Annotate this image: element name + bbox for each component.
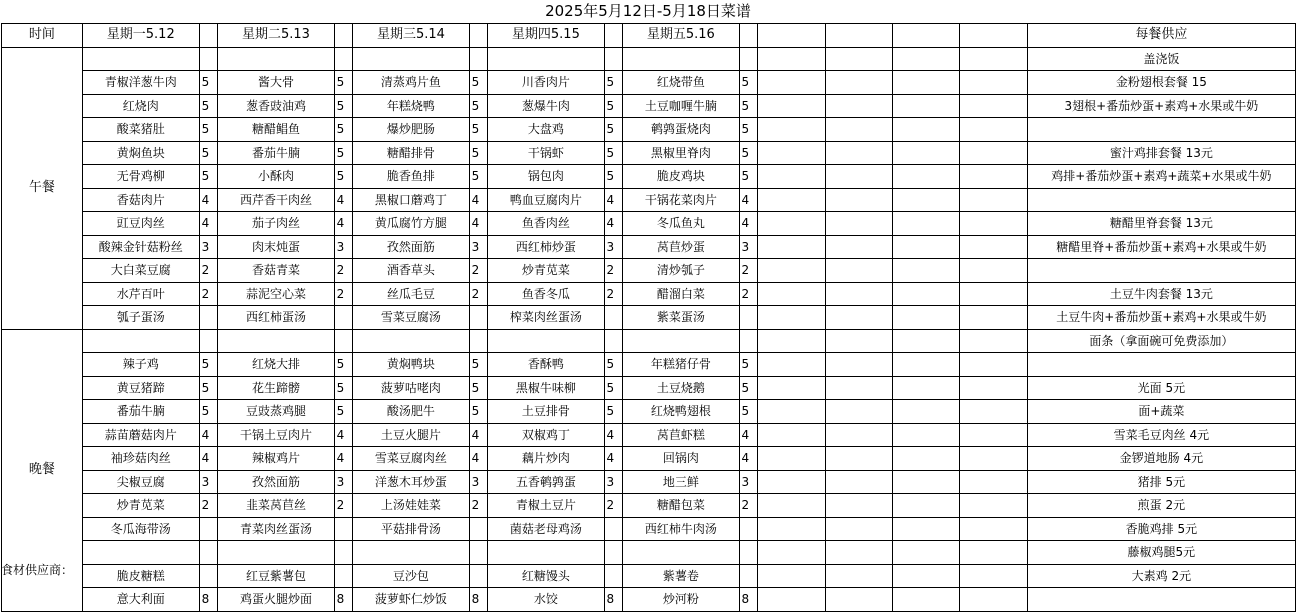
dish-price: 5 — [604, 118, 623, 142]
dish-name: 葱爆牛肉 — [488, 94, 604, 118]
menu-row — [2, 141, 1296, 165]
dish-name: 醋溜白菜 — [623, 282, 739, 306]
dish-price — [334, 517, 353, 541]
dish-price — [334, 306, 353, 330]
header-row — [2, 24, 1296, 48]
dish-name: 菠萝咕咾肉 — [353, 376, 469, 400]
dish-name: 紫菜蛋汤 — [623, 306, 739, 330]
dish-price: 2 — [334, 259, 353, 283]
supply-item: 金粉翅根套餐 15 — [1027, 71, 1295, 95]
dish-price: 5 — [604, 94, 623, 118]
menu-row — [2, 400, 1296, 424]
menu-row — [2, 353, 1296, 377]
menu-row — [2, 376, 1296, 400]
dish-name: 脆皮鸡块 — [623, 165, 739, 189]
dish-name: 小酥肉 — [218, 165, 334, 189]
dish-name: 大白菜豆腐 — [82, 259, 199, 283]
menu-row — [2, 541, 1296, 565]
menu-row — [2, 259, 1296, 283]
dinner-label: 晚餐 — [2, 329, 83, 611]
day-header: 星期四5.15 — [488, 24, 604, 48]
dish-name: 香酥鸭 — [488, 353, 604, 377]
dish-price: 5 — [739, 141, 758, 165]
dish-name: 鹌鹑蛋烧肉 — [623, 118, 739, 142]
dish-name — [353, 541, 469, 565]
menu-row — [2, 94, 1296, 118]
dish-name: 雪菜豆腐肉丝 — [353, 447, 469, 471]
dish-name: 青菜肉丝蛋汤 — [218, 517, 334, 541]
dish-price: 5 — [739, 353, 758, 377]
dish-price: 4 — [334, 212, 353, 236]
day-header: 星期二5.13 — [218, 24, 334, 48]
dish-name: 回锅肉 — [623, 447, 739, 471]
supply-item: 大素鸡 2元 — [1027, 564, 1295, 588]
dish-price: 5 — [469, 141, 488, 165]
dish-price: 8 — [739, 588, 758, 612]
supply-item: 面+蔬菜 — [1027, 400, 1295, 424]
dish-name: 脆香鱼排 — [353, 165, 469, 189]
dish-name: 蒜苗蘑菇肉片 — [82, 423, 199, 447]
dish-name: 无骨鸡柳 — [82, 165, 199, 189]
dish-price: 5 — [739, 118, 758, 142]
dish-name: 豆豉蒸鸡腿 — [218, 400, 334, 424]
dish-name: 黄瓜腐竹方腿 — [353, 212, 469, 236]
dish-price: 4 — [199, 212, 218, 236]
dish-price: 4 — [469, 188, 488, 212]
day-header: 星期五5.16 — [623, 24, 739, 48]
dish-price: 3 — [334, 470, 353, 494]
menu-row — [2, 212, 1296, 236]
dish-name: 黑椒牛味柳 — [488, 376, 604, 400]
dish-name: 水芹百叶 — [82, 282, 199, 306]
dish-price: 2 — [469, 282, 488, 306]
dish-name: 冬瓜鱼丸 — [623, 212, 739, 236]
dish-price: 3 — [604, 235, 623, 259]
supply-item: 糖醋里脊套餐 13元 — [1027, 212, 1295, 236]
dish-name: 鸭血豆腐肉片 — [488, 188, 604, 212]
dish-name: 清炒瓠子 — [623, 259, 739, 283]
supply-item — [1027, 188, 1295, 212]
dish-price: 5 — [739, 165, 758, 189]
dish-name: 孜然面筋 — [218, 470, 334, 494]
dish-price: 5 — [334, 353, 353, 377]
dish-name: 香菇青菜 — [218, 259, 334, 283]
dish-name: 辣椒鸡片 — [218, 447, 334, 471]
dish-name: 孜然面筋 — [353, 235, 469, 259]
dish-name: 土豆排骨 — [488, 400, 604, 424]
dish-price: 2 — [739, 494, 758, 518]
lunch-label: 午餐 — [2, 47, 83, 329]
dish-price: 2 — [199, 259, 218, 283]
supply-item — [1027, 353, 1295, 377]
supply-item — [1027, 118, 1295, 142]
dish-name — [623, 541, 739, 565]
supplier-label: 食材供应商： — [1, 563, 74, 577]
supply-item: 金锣道地肠 4元 — [1027, 447, 1295, 471]
dish-name: 红烧肉 — [82, 94, 199, 118]
dish-price: 4 — [739, 423, 758, 447]
dish-price: 5 — [199, 353, 218, 377]
dish-price: 5 — [469, 400, 488, 424]
dish-name: 莴苣虾糕 — [623, 423, 739, 447]
menu-row — [2, 447, 1296, 471]
dish-name: 黄焖鸭块 — [353, 353, 469, 377]
dish-price: 3 — [469, 235, 488, 259]
dish-name: 年糕猪仔骨 — [623, 353, 739, 377]
dish-price: 4 — [739, 188, 758, 212]
dish-price — [739, 564, 758, 588]
menu-row — [2, 306, 1296, 330]
dish-price — [199, 306, 218, 330]
dish-name: 藕片炒肉 — [488, 447, 604, 471]
dish-price: 2 — [199, 282, 218, 306]
dish-price: 2 — [604, 494, 623, 518]
dish-name: 红烧带鱼 — [623, 71, 739, 95]
dish-price — [739, 306, 758, 330]
dish-name: 糖醋鲳鱼 — [218, 118, 334, 142]
dish-name: 辣子鸡 — [82, 353, 199, 377]
dish-price: 2 — [604, 259, 623, 283]
dish-name: 上汤娃娃菜 — [353, 494, 469, 518]
supply-item: 3翅根+番茄炒蛋+素鸡+水果或牛奶 — [1027, 94, 1295, 118]
dish-name: 平菇排骨汤 — [353, 517, 469, 541]
supply-item: 雪菜毛豆肉丝 4元 — [1027, 423, 1295, 447]
dish-name: 番茄牛腩 — [82, 400, 199, 424]
dish-price: 5 — [334, 165, 353, 189]
supply-item: 蜜汁鸡排套餐 13元 — [1027, 141, 1295, 165]
dish-name: 洋葱木耳炒蛋 — [353, 470, 469, 494]
dish-price — [739, 517, 758, 541]
sheet-title: 2025年5月12日-5月18日菜谱 — [545, 2, 751, 20]
supply-item: 土豆牛肉套餐 13元 — [1027, 282, 1295, 306]
dish-price: 2 — [469, 494, 488, 518]
dish-price: 5 — [469, 71, 488, 95]
dish-price: 5 — [739, 94, 758, 118]
dish-price: 5 — [199, 71, 218, 95]
dish-name: 年糕烧鸭 — [353, 94, 469, 118]
dish-name: 西芹香干肉丝 — [218, 188, 334, 212]
dish-name: 香菇肉片 — [82, 188, 199, 212]
dish-price — [739, 541, 758, 565]
dish-price: 5 — [334, 118, 353, 142]
dish-name: 冬瓜海带汤 — [82, 517, 199, 541]
supply-item — [1027, 588, 1295, 612]
dish-price: 5 — [604, 353, 623, 377]
menu-row — [2, 71, 1296, 95]
dish-name: 干锅虾 — [488, 141, 604, 165]
supply-header: 每餐供应 — [1027, 24, 1295, 48]
dish-price: 5 — [334, 71, 353, 95]
dish-price: 8 — [334, 588, 353, 612]
menu-row — [2, 423, 1296, 447]
dish-price: 5 — [334, 376, 353, 400]
dish-price: 3 — [334, 235, 353, 259]
dish-name: 酸辣金针菇粉丝 — [82, 235, 199, 259]
dish-name: 青椒土豆片 — [488, 494, 604, 518]
dish-name: 菠萝虾仁炒饭 — [353, 588, 469, 612]
dish-price — [469, 517, 488, 541]
dish-name: 水饺 — [488, 588, 604, 612]
dish-price: 5 — [334, 94, 353, 118]
dish-price: 3 — [604, 470, 623, 494]
supply-item: 盖浇饭 — [1027, 47, 1295, 71]
dish-name: 西红柿炒蛋 — [488, 235, 604, 259]
dish-name: 爆炒肥肠 — [353, 118, 469, 142]
menu-row — [2, 564, 1296, 588]
menu-row — [2, 329, 1296, 353]
dish-price: 4 — [604, 447, 623, 471]
dish-price — [334, 541, 353, 565]
dish-name: 鱼香冬瓜 — [488, 282, 604, 306]
menu-row — [2, 517, 1296, 541]
menu-row — [2, 282, 1296, 306]
dish-name: 韭菜莴苣丝 — [218, 494, 334, 518]
dish-name: 糖醋排骨 — [353, 141, 469, 165]
dish-price: 5 — [604, 400, 623, 424]
dish-price: 4 — [199, 423, 218, 447]
dish-price: 5 — [199, 94, 218, 118]
dish-price: 5 — [469, 118, 488, 142]
dish-price: 5 — [604, 165, 623, 189]
dish-name: 酸菜猪肚 — [82, 118, 199, 142]
dish-name: 黑椒口蘑鸡丁 — [353, 188, 469, 212]
menu-table — [1, 23, 1296, 612]
menu-row — [2, 47, 1296, 71]
dish-name: 炒河粉 — [623, 588, 739, 612]
dish-price: 2 — [739, 282, 758, 306]
menu-row — [2, 165, 1296, 189]
dish-name: 土豆烧鹅 — [623, 376, 739, 400]
dish-name: 酸汤肥牛 — [353, 400, 469, 424]
dish-name: 紫薯卷 — [623, 564, 739, 588]
dish-price — [469, 306, 488, 330]
dish-name: 蒜泥空心菜 — [218, 282, 334, 306]
dish-price — [469, 541, 488, 565]
dish-price: 5 — [199, 376, 218, 400]
dish-price — [334, 564, 353, 588]
menu-row — [2, 118, 1296, 142]
dish-name: 土豆火腿片 — [353, 423, 469, 447]
dish-price — [604, 564, 623, 588]
dish-name: 瓠子蛋汤 — [82, 306, 199, 330]
dish-price: 2 — [604, 282, 623, 306]
dish-name: 红豆紫薯包 — [218, 564, 334, 588]
dish-price — [199, 564, 218, 588]
dish-price: 5 — [199, 118, 218, 142]
dish-name — [82, 541, 199, 565]
dish-name: 糖醋包菜 — [623, 494, 739, 518]
dish-name: 大盘鸡 — [488, 118, 604, 142]
dish-price: 2 — [334, 494, 353, 518]
dish-price: 4 — [469, 447, 488, 471]
dish-price: 3 — [739, 235, 758, 259]
dish-name: 黑椒里脊肉 — [623, 141, 739, 165]
dish-price: 5 — [334, 141, 353, 165]
day-header: 星期一5.12 — [82, 24, 199, 48]
dish-price: 5 — [199, 165, 218, 189]
dish-price: 5 — [739, 71, 758, 95]
dish-name: 黄豆猪蹄 — [82, 376, 199, 400]
supply-item: 光面 5元 — [1027, 376, 1295, 400]
dish-name: 红烧大排 — [218, 353, 334, 377]
menu-row — [2, 470, 1296, 494]
dish-price — [604, 306, 623, 330]
dish-name: 干锅花菜肉片 — [623, 188, 739, 212]
dish-price: 4 — [334, 188, 353, 212]
dish-price: 3 — [199, 235, 218, 259]
dish-price: 5 — [604, 141, 623, 165]
dish-name: 榨菜肉丝蛋汤 — [488, 306, 604, 330]
dish-price — [469, 564, 488, 588]
dish-price: 3 — [199, 470, 218, 494]
dish-name: 丝瓜毛豆 — [353, 282, 469, 306]
dish-name — [488, 541, 604, 565]
dish-name: 袖珍菇肉丝 — [82, 447, 199, 471]
dish-price: 4 — [334, 447, 353, 471]
supply-item — [1027, 259, 1295, 283]
dish-price: 5 — [604, 71, 623, 95]
dish-name: 豇豆肉丝 — [82, 212, 199, 236]
dish-name: 红糖馒头 — [488, 564, 604, 588]
dish-price — [604, 541, 623, 565]
menu-row — [2, 188, 1296, 212]
dish-price: 5 — [199, 141, 218, 165]
dish-price: 4 — [604, 188, 623, 212]
dish-name: 意大利面 — [82, 588, 199, 612]
dish-price: 5 — [469, 94, 488, 118]
time-header: 时间 — [2, 24, 83, 48]
dish-price: 5 — [739, 400, 758, 424]
dish-price: 4 — [739, 212, 758, 236]
dish-price — [199, 517, 218, 541]
dish-name: 鱼香肉丝 — [488, 212, 604, 236]
day-header: 星期三5.14 — [353, 24, 469, 48]
dish-name: 地三鲜 — [623, 470, 739, 494]
dish-price: 4 — [469, 423, 488, 447]
dish-name: 尖椒豆腐 — [82, 470, 199, 494]
dish-price: 4 — [469, 212, 488, 236]
dish-price: 5 — [199, 400, 218, 424]
dish-price: 2 — [469, 259, 488, 283]
menu-row — [2, 588, 1296, 612]
dish-name: 五香鹌鹑蛋 — [488, 470, 604, 494]
dish-price: 5 — [469, 353, 488, 377]
dish-name: 清蒸鸡片鱼 — [353, 71, 469, 95]
supply-item: 藤椒鸡腿5元 — [1027, 541, 1295, 565]
dish-name: 土豆咖喱牛腩 — [623, 94, 739, 118]
dish-price: 8 — [604, 588, 623, 612]
dish-name: 酱大骨 — [218, 71, 334, 95]
dish-name: 西红柿牛肉汤 — [623, 517, 739, 541]
dish-name: 花生蹄髈 — [218, 376, 334, 400]
dish-price: 2 — [334, 282, 353, 306]
dish-price: 5 — [334, 400, 353, 424]
menu-row — [2, 494, 1296, 518]
menu-row — [2, 235, 1296, 259]
supply-item: 面条（拿面碗可免费添加） — [1027, 329, 1295, 353]
dish-price: 4 — [199, 188, 218, 212]
dish-price: 3 — [469, 470, 488, 494]
dish-name — [218, 541, 334, 565]
dish-price: 4 — [604, 212, 623, 236]
dish-name: 炒青苋菜 — [488, 259, 604, 283]
dish-name: 茄子肉丝 — [218, 212, 334, 236]
supply-item: 土豆牛肉+番茄炒蛋+素鸡+水果或牛奶 — [1027, 306, 1295, 330]
dish-price: 4 — [739, 447, 758, 471]
dish-price: 4 — [199, 447, 218, 471]
dish-name: 西红柿蛋汤 — [218, 306, 334, 330]
dish-name: 黄焖鱼块 — [82, 141, 199, 165]
dish-name: 菌菇老母鸡汤 — [488, 517, 604, 541]
dish-name: 莴苣炒蛋 — [623, 235, 739, 259]
supply-item: 糖醋里脊+番茄炒蛋+素鸡+水果或牛奶 — [1027, 235, 1295, 259]
dish-price — [199, 541, 218, 565]
dish-name: 锅包肉 — [488, 165, 604, 189]
dish-price: 8 — [469, 588, 488, 612]
dish-price: 2 — [739, 259, 758, 283]
supply-item: 猪排 5元 — [1027, 470, 1295, 494]
dish-price: 8 — [199, 588, 218, 612]
dish-name: 双椒鸡丁 — [488, 423, 604, 447]
dish-price: 5 — [739, 376, 758, 400]
dish-name: 鸡蛋火腿炒面 — [218, 588, 334, 612]
dish-name: 脆皮糖糕 — [82, 564, 199, 588]
dish-name: 红烧鸭翅根 — [623, 400, 739, 424]
dish-name: 酒香草头 — [353, 259, 469, 283]
dish-price — [604, 517, 623, 541]
dish-name: 干锅土豆肉片 — [218, 423, 334, 447]
dish-name: 川香肉片 — [488, 71, 604, 95]
dish-name: 炒青苋菜 — [82, 494, 199, 518]
dish-name: 豆沙包 — [353, 564, 469, 588]
supply-item: 煎蛋 2元 — [1027, 494, 1295, 518]
dish-price: 5 — [604, 376, 623, 400]
supply-item: 鸡排+番茄炒蛋+素鸡+蔬菜+水果或牛奶 — [1027, 165, 1295, 189]
dish-price: 5 — [469, 376, 488, 400]
dish-name: 肉末炖蛋 — [218, 235, 334, 259]
dish-name: 番茄牛腩 — [218, 141, 334, 165]
dish-price: 4 — [334, 423, 353, 447]
supply-item: 香脆鸡排 5元 — [1027, 517, 1295, 541]
dish-price: 2 — [199, 494, 218, 518]
dish-price: 4 — [604, 423, 623, 447]
dish-name: 青椒洋葱牛肉 — [82, 71, 199, 95]
dish-price: 5 — [469, 165, 488, 189]
dish-name: 葱香豉油鸡 — [218, 94, 334, 118]
dish-name: 雪菜豆腐汤 — [353, 306, 469, 330]
dish-price: 3 — [739, 470, 758, 494]
